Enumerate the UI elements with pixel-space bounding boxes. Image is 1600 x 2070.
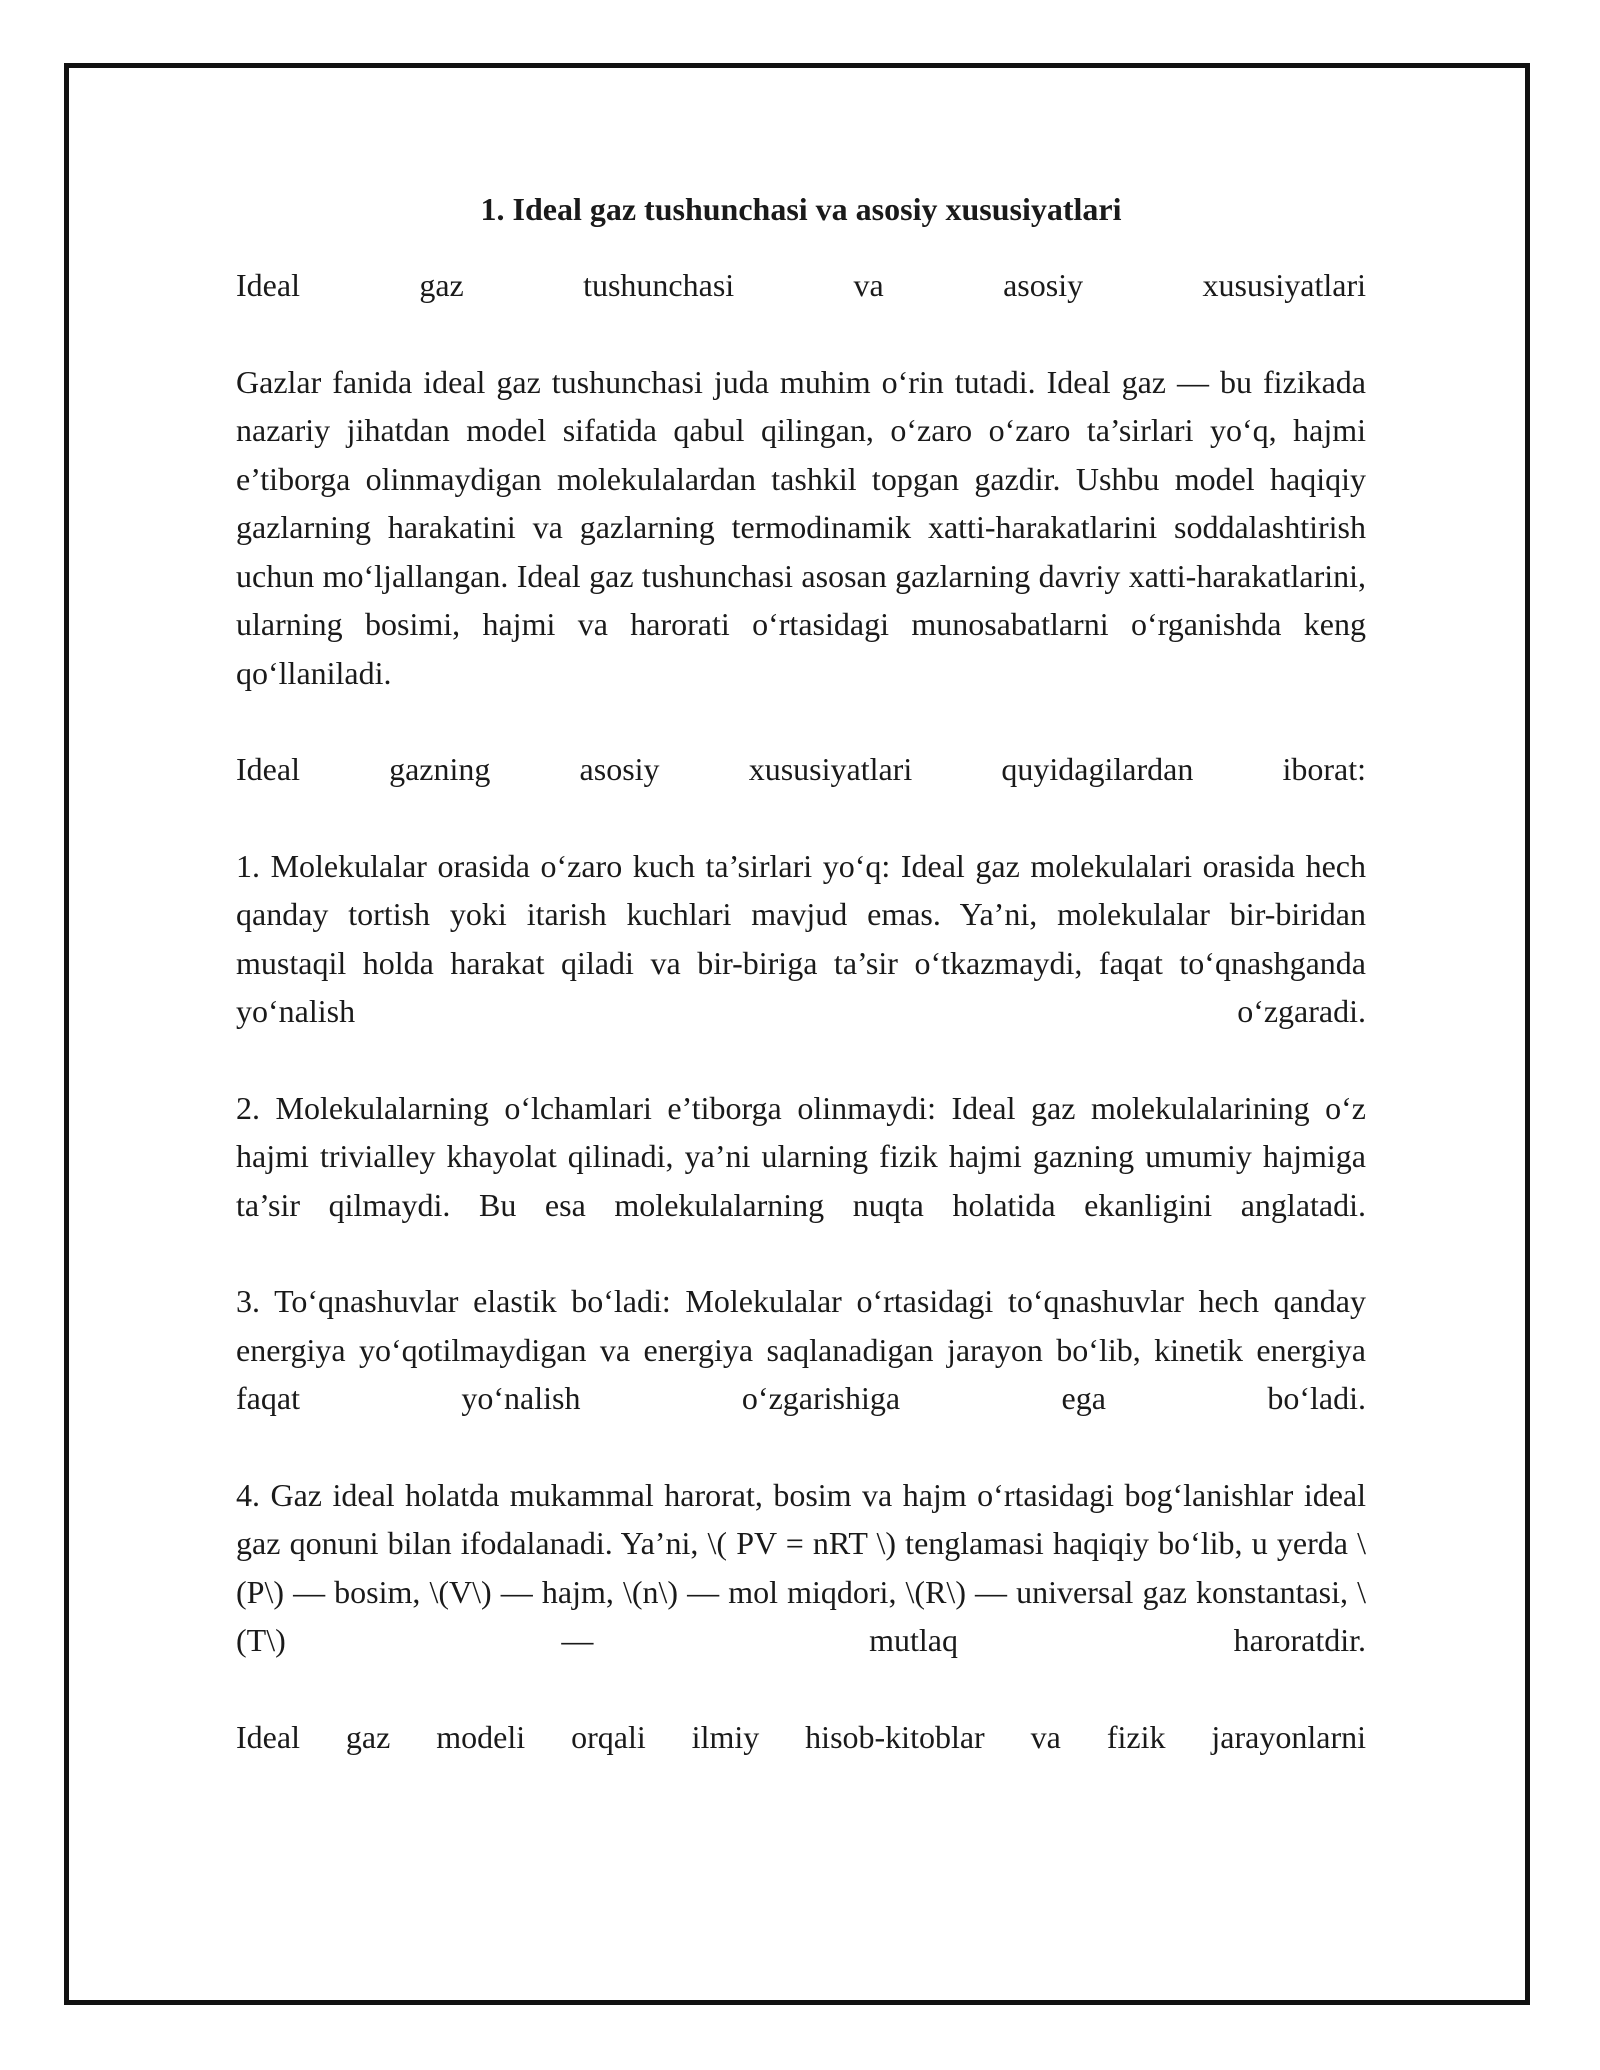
paragraph-properties-heading: Ideal gazning asosiy xususiyatlari quyidagilardan iborat: xyxy=(236,751,1366,787)
paragraph-property-4: 4. Gaz ideal holatda mukammal harorat, bosim va hajm o‘rtasidagi bog‘lanishlar ideal gaz qonuni bilan ifodalanadi. Ya’ni, \( PV = nRT \) tenglamasi haqiqiy bo‘lib, u yerda \(P\) — bosim, \(V\) — hajm, \(n\) — mol miqdori, \(R\) — universal gaz konstantasi, \(T\) — mutlaq haroratdir. xyxy=(236,1476,1366,1658)
paragraph-property-3: 3. To‘qnashuvlar elastik bo‘ladi: Molekulalar o‘rtasidagi to‘qnashuvlar hech qanday energiya yo‘qotilmaydigan va energiya saqlanadigan jarayon bo‘lib, kinetik energiya faqat yo‘nalish o‘zgarishiga ega bo‘ladi. xyxy=(236,1283,1366,1416)
paragraph-intro: Gazlar fanida ideal gaz tushunchasi juda muhim o‘rin tutadi. Ideal gaz — bu fizikada nazariy jihatdan model sifatida qabul qilingan, o‘zaro o‘zaro ta’sirlari yo‘q, hajmi e’tiborga olinmaydigan molekulalardan tashkil topgan gazdir. Ushbu model haqiqiy gazlarning harakatini va gazlarning termodinamik xatti-harakatlarini soddalashtirish uchun mo‘ljallangan. Ideal gaz tushunchasi asosan gazlarning davriy xatti-harakatlarini, ularning bosimi, hajmi va harorati o‘rtasidagi munosabatlarni o‘rganishda keng qo‘llaniladi. xyxy=(236,363,1366,691)
document-title: 1. Ideal gaz tushunchasi va asosiy xususiyatlari xyxy=(480,191,1122,227)
document-body xyxy=(236,185,1366,1809)
paragraph-property-2: 2. Molekulalarning o‘lchamlari e’tiborga olinmaydi: Ideal gaz molekulalarining o‘z hajmi trivialley khayolat qilinadi, ya’ni ularning fizik hajmi gazning umumiy hajmiga ta’sir qilmaydi. Bu esa molekulalarning nuqta holatida ekanligini anglatadi. xyxy=(236,1089,1366,1223)
paragraph-property-1: 1. Molekulalar orasida o‘zaro kuch ta’sirlari yo‘q: Ideal gaz molekulalari orasida hech qanday tortish yoki itarish kuchlari mavjud emas. Ya’ni, molekulalar bir-biridan mustaqil holda harakat qiladi va bir-biriga ta’sir o‘tkazmaydi, faqat to‘qnashganda yo‘nalish o‘zgaradi. xyxy=(236,847,1366,1029)
paragraph-subtitle: Ideal gaz tushunchasi va asosiy xususiyatlari xyxy=(236,267,1366,303)
paragraph-closing: Ideal gaz modeli orqali ilmiy hisob-kitoblar va fizik jarayonlarni xyxy=(236,1718,1366,1755)
